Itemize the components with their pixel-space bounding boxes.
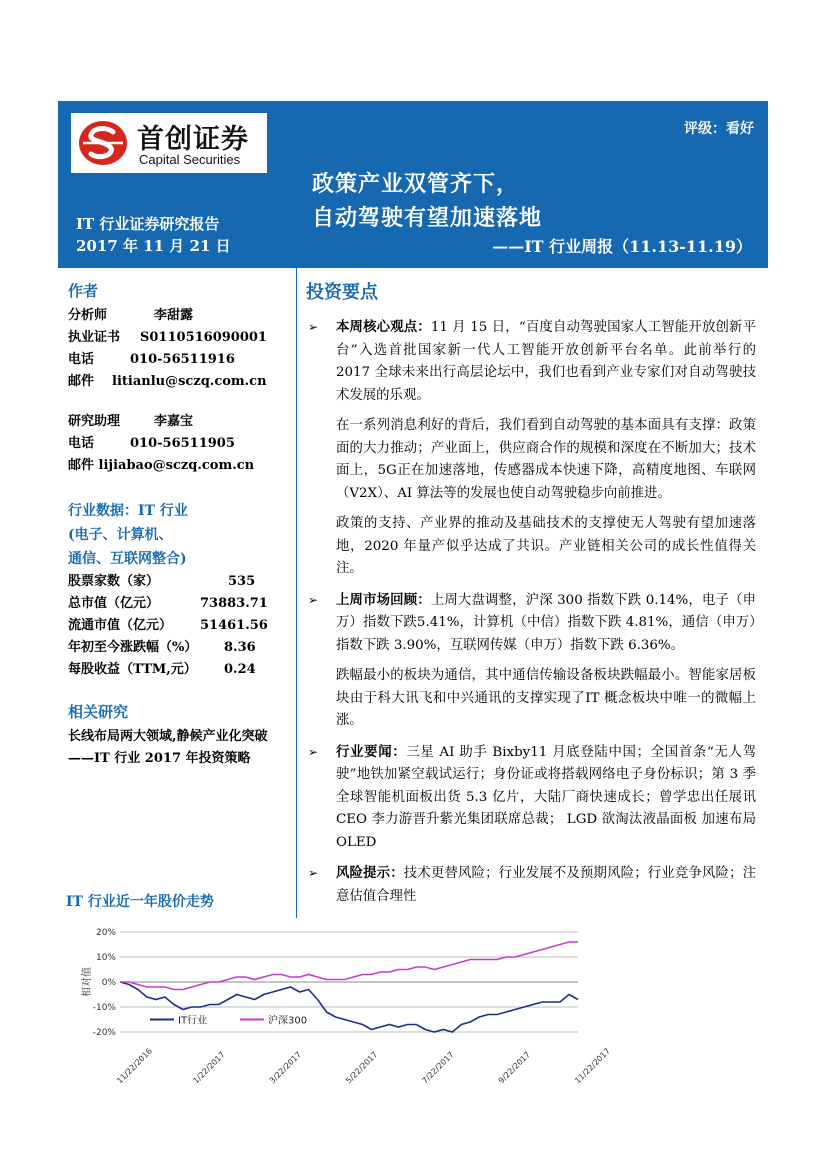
email-row [68, 371, 290, 393]
industry-heading-line2: (电子、计算机、 [68, 527, 173, 543]
x-tick-label: 9/22/2017 [496, 1050, 533, 1086]
x-tick-label: 7/22/2017 [420, 1050, 456, 1086]
industry-table [68, 571, 290, 681]
y-tick-label: 20% [95, 928, 116, 938]
assistant-phone-value: 010-56511905 [130, 436, 235, 451]
report-type: IT 行业证券研究报告 [76, 215, 220, 233]
analyst-row [68, 305, 290, 327]
industry-row-label: 年初至今涨跌幅（%） [68, 640, 198, 655]
column-divider [296, 268, 297, 918]
sidebar [68, 280, 290, 770]
assistant-label: 研究助理 [68, 414, 121, 429]
industry-row-label: 流通市值（亿元） [68, 618, 173, 633]
x-tick-label: 11/22/2017 [573, 1046, 613, 1086]
assistant-phone-label: 电话 [68, 436, 95, 451]
related-research-link[interactable]: 长线布局两大领域,静候产业化突破 ——IT 行业 2017 年投资策略 [68, 729, 268, 766]
bullet-label: 风险提示： [336, 865, 404, 881]
legend-label: IT行业 [178, 1015, 208, 1027]
bullet-market-review [306, 589, 756, 658]
rating-label: 评级：看好 [684, 121, 754, 137]
main-content [306, 278, 756, 916]
bullet-core-view [306, 316, 756, 407]
bullet-arrow-icon: ➢ [308, 592, 319, 607]
bullet-arrow-icon: ➢ [308, 866, 319, 880]
authors-heading: 作者 [68, 282, 99, 300]
core-view-paragraph-3: 政策的支持、产业界的推动及基础技术的支撑使无人驾驶有望加速落地，2020 年量产似乎达成了共识。产业链相关公司的成长性值得关注。 [336, 516, 756, 576]
header-banner [58, 101, 768, 268]
license-label: 执业证书 [68, 330, 121, 345]
phone-row [68, 349, 290, 371]
y-tick-label: 0% [101, 978, 116, 988]
industry-row-value: 73883.71 [200, 596, 268, 611]
investment-highlights-heading: 投资要点 [306, 282, 378, 303]
x-tick-label: 5/22/2017 [344, 1050, 380, 1086]
x-tick-label: 3/22/2017 [267, 1050, 304, 1086]
industry-row-value: 535 [228, 574, 256, 589]
core-view-paragraph-2: 在一系列消息利好的背后，我们看到自动驾驶的基本面具有支撑：政策面的大力推动；产业面上，供应商合作的规模和深度在不断加大；技术面上，5G正在加速落地，传感器成本快速下降，高精度地图、车联网（V2X）、AI 算法等的发展也使自动驾驶稳步向前推进。 [336, 418, 756, 501]
y-tick-label: -20% [92, 1028, 116, 1038]
bullet-arrow-icon: ➢ [308, 320, 319, 334]
industry-heading-line3: 通信、互联网整合) [68, 551, 187, 567]
industry-row [68, 593, 290, 615]
bullet-industry-news [306, 741, 756, 855]
logo-english-name: Capital Securities [139, 152, 241, 167]
report-title-line2: 自动驾驶有望加速落地 [312, 205, 543, 231]
assistant-phone-row [68, 433, 290, 455]
chart-title: IT 行业近一年股价走势 [66, 894, 214, 910]
industry-row [68, 659, 290, 681]
analyst-label: 分析师 [68, 308, 108, 323]
industry-row [68, 571, 290, 593]
phone-label: 电话 [68, 352, 95, 367]
legend-label: 沪深300 [268, 1015, 308, 1027]
license-number: S0110516090001 [140, 330, 267, 345]
bullet-text: 上周大盘调整，沪深 300 指数下跌 0.14%，电子（申万）指数下跌5.41%，计算机（中信）指数下跌 4.81%，通信（申万）指数下跌 3.90%，互联网传媒（申万）指数下跌 6.36%。 [336, 592, 756, 653]
y-tick-label: -10% [92, 1003, 116, 1013]
assistant-row [68, 411, 290, 433]
y-axis-label: 相对值 [82, 967, 93, 997]
related-research-heading: 相关研究 [68, 703, 129, 721]
industry-row-value: 0.24 [224, 662, 256, 677]
assistant-name: 李嘉宝 [154, 414, 194, 429]
bullet-arrow-icon: ➢ [308, 744, 319, 759]
y-tick-label: 10% [95, 953, 116, 963]
report-title-line1: 政策产业双管齐下， [312, 171, 520, 197]
industry-row-label: 股票家数（家） [68, 574, 160, 589]
phone-value: 010-56511916 [130, 352, 235, 367]
report-date: 2017 年 11 月 21 日 [76, 237, 231, 255]
assistant-email: 邮件 lijiabao@sczq.com.cn [68, 458, 255, 473]
industry-row-value: 51461.56 [200, 618, 268, 633]
x-tick-label: 11/22/2016 [115, 1046, 155, 1086]
market-review-paragraph-2: 跌幅最小的板块为通信，其中通信传输设备板块跌幅最小。智能家居板块由于科大讯飞和中兴通讯的支撑实现了IT 概念板块中唯一的微幅上涨。 [336, 668, 756, 728]
email-value: litianlu@sczq.com.cn [112, 374, 267, 389]
stock-trend-chart [60, 920, 613, 1086]
industry-row-label: 每股收益（TTM,元） [68, 662, 197, 677]
bullet-label: 行业要闻： [336, 743, 407, 760]
license-row [68, 327, 290, 349]
bullet-text: 11 月 15 日，“百度自动驾驶国家人工智能开放创新平台”入选首批国家新一代人工智能开放创新平台名单。此前举行的 2017 全球未来出行高层论坛中，我们也看到产业专家们对自动驾驶技术发展的乐观。 [336, 320, 756, 403]
logo-chinese-name: 首创证券 [137, 124, 249, 155]
industry-row-label: 总市值（亿元） [68, 596, 160, 611]
industry-row [68, 637, 290, 659]
bullet-label: 上周市场回顾： [336, 591, 431, 608]
analyst-name: 李甜露 [154, 308, 194, 323]
capital-securities-logo-icon [77, 118, 129, 168]
email-label: 邮件 [68, 374, 95, 389]
bullet-text: 三星 AI 助手 Bixby11 月底登陆中国；全国首条“无人驾驶”地铁加紧空载试运行；身份证或将搭载网络电子身份标识；第 3 季全球智能机面板出货 5.3 亿片，大陆厂商快速成长；曾学忠出任展讯 CEO 李力游晋升紫光集团联席总裁； LGD 欲淘汰液晶面板 加速布局 OLED [336, 744, 757, 850]
bullet-label: 本周核心观点： [336, 319, 431, 335]
report-subtitle: ——IT 行业周报（11.13-11.19） [492, 237, 752, 256]
industry-row-value: 8.36 [224, 640, 256, 655]
bullet-text: 技术更替风险；行业发展不及预期风险；行业竞争风险；注意估值合理性 [336, 866, 757, 904]
industry-row [68, 615, 290, 637]
industry-heading-line1: 行业数据：IT 行业 [68, 503, 188, 519]
x-tick-label: 1/22/2017 [191, 1050, 227, 1086]
bullet-risk [306, 862, 756, 908]
company-logo [71, 113, 267, 173]
